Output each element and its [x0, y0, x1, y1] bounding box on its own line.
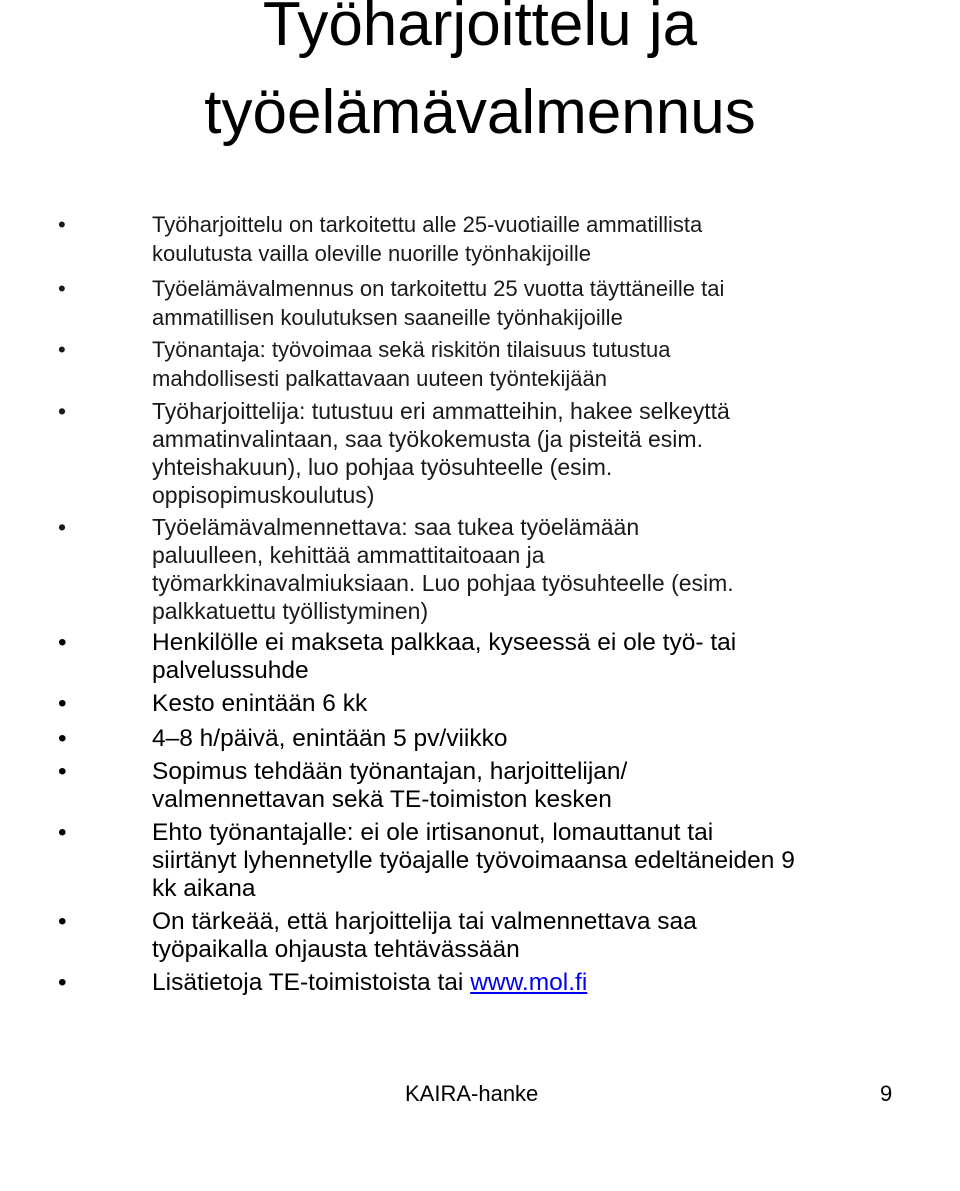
slide-title-line-1: Työharjoittelu ja — [262, 0, 698, 59]
page-number: 9 — [880, 1081, 893, 1106]
bullet-icon: • — [58, 337, 66, 362]
list-item-text: Työelämävalmennus on tarkoitettu 25 vuotta täyttäneille tai ammatillisen koulutuksen saaneille työnhakijoille — [152, 276, 725, 330]
list-item-text: Henkilölle ei makseta palkkaa, kyseessä ei ole työ- tai palvelussuhde — [152, 629, 737, 684]
list-item-text: Kesto enintään 6 kk — [152, 690, 368, 717]
bullet-icon: • — [58, 690, 67, 717]
list-item-text-prefix: Lisätietoja TE-toimistoista tai — [152, 969, 471, 996]
list-item-text: Työharjoittelu on tarkoitettu alle 25-vuotiaille ammatillista koulutusta vailla oleville nuorille työnhakijoille — [152, 212, 703, 266]
bullet-icon: • — [58, 398, 67, 424]
list-item-text: Työnantaja: työvoimaa sekä riskitön tilaisuus tutustua mahdollisesti palkattavaan uuteen työntekijään — [152, 337, 671, 391]
bullet-icon: • — [58, 212, 66, 237]
list-item-text: On tärkeää, että harjoittelija tai valmennettava saa työpaikalla ohjausta tehtävässään — [152, 908, 697, 963]
bullet-icon: • — [58, 819, 67, 846]
list-item-text: 4–8 h/päivä, enintään 5 pv/viikko — [152, 725, 508, 752]
bullet-icon: • — [58, 969, 67, 996]
list-item-text: Työharjoittelija: tutustuu eri ammatteihin, hakee selkeyttä ammatinvalintaan, saa työkokemusta (ja pisteitä esim. yhteishakuun), luo pohjaa työsuhteelle (esim. oppisopimuskoulutus) — [152, 398, 730, 508]
bullet-icon: • — [58, 276, 66, 301]
slide-title — [0, 0, 960, 147]
bullet-icon: • — [58, 758, 67, 785]
list-item-text: Sopimus tehdään työnantajan, harjoittelijan/ valmennettavan sekä TE-toimiston kesken — [152, 758, 628, 813]
list-item-text: Työelämävalmennettava: saa tukea työelämään paluulleen, kehittää ammattitaitoaan ja työmarkkinavalmiuksiaan. Luo pohjaa työsuhteelle (esim. palkkatuettu työllistyminen) — [152, 514, 734, 624]
list-item-text — [152, 969, 587, 997]
mol-link[interactable]: www.mol.fi — [470, 969, 588, 996]
list-item-text: Ehto työnantajalle: ei ole irtisanonut, lomauttanut tai siirtänyt lyhennetylle työajalle työvoimaansa edeltäneiden 9 kk aikana — [152, 819, 795, 902]
bullet-icon: • — [58, 725, 67, 752]
bullet-icon: • — [58, 629, 67, 656]
footer-label: KAIRA-hanke — [405, 1081, 539, 1106]
bullet-icon: • — [58, 514, 67, 540]
bullet-icon: • — [58, 908, 67, 935]
slide-title-line-2: työelämävalmennus — [204, 78, 756, 147]
